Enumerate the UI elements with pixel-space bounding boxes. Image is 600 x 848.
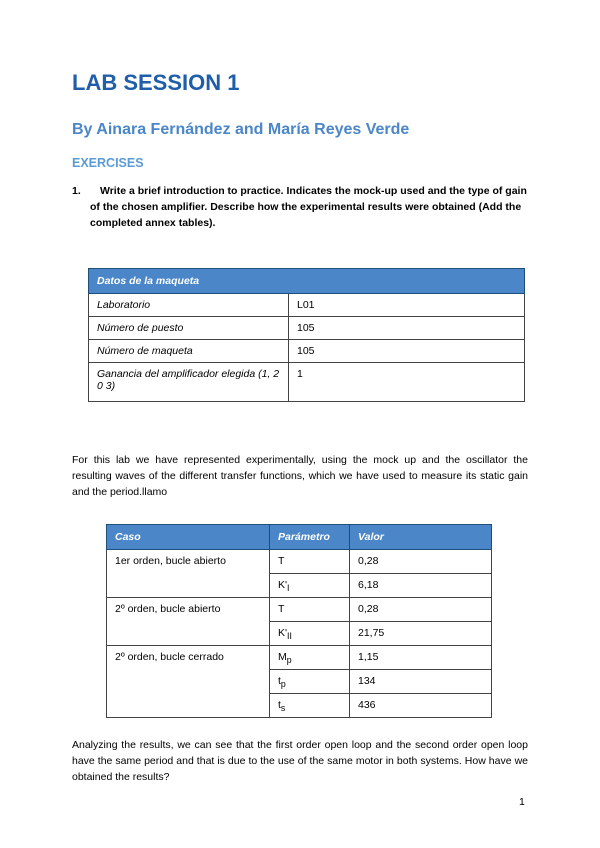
row-label: Número de maqueta [89,340,289,363]
row-value: 1 [289,363,525,402]
param-symbol: K' [278,627,288,639]
caso-cell: 2º orden, bucle abierto [107,598,270,646]
table-row [89,294,525,317]
param-subscript: p [286,655,292,666]
param-cell [270,646,350,670]
value-cell: 21,75 [350,622,492,646]
exercise-text: Write a brief introduction to practice. Indicates the mock-up used and the type of gain of the chosen amplifier. Describe how the experimental results were obtained (Add the completed annex tables). [90,185,527,229]
caso-cell: 1er orden, bucle abierto [107,550,270,598]
param-symbol: K' [278,579,288,591]
table-row [107,598,492,622]
param-cell [270,622,350,646]
param-symbol: t [278,699,281,711]
caso-cell: 2º orden, bucle cerrado [107,646,270,718]
param-cell [270,598,350,622]
param-symbol: T [278,603,285,615]
param-cell [270,670,350,694]
param-subscript: I [287,583,290,594]
table-row [107,550,492,574]
param-symbol: M [278,651,287,663]
paragraph-analysis: Analyzing the results, we can see that the first order open loop and the second order open loop have the same period and that is due to the use of the same motor in both systems. How have we obtained the results? [72,738,528,783]
param-cell [270,574,350,598]
header-parametro: Parámetro [270,525,350,550]
table-row [89,340,525,363]
row-value: 105 [289,317,525,340]
maqueta-table-header-row [89,269,525,294]
value-cell: 436 [350,694,492,718]
table-row [107,646,492,670]
value-cell: 134 [350,670,492,694]
param-subscript: s [280,703,286,714]
row-label: Número de puesto [89,317,289,340]
exercise-number: 1. [72,185,81,197]
row-label: Ganancia del amplificador elegida (1, 2 0 3) [89,363,289,402]
section-heading: EXERCISES [72,156,144,170]
param-subscript: II [287,631,292,642]
maqueta-table-header: Datos de la maqueta [89,269,525,294]
table-row [89,317,525,340]
table-row [89,363,525,402]
row-value: L01 [289,294,525,317]
value-cell: 6,18 [350,574,492,598]
value-cell: 1,15 [350,646,492,670]
header-valor: Valor [350,525,492,550]
page-number: 1 [519,796,525,808]
param-cell [270,550,350,574]
exercise-item [72,183,532,231]
row-value: 105 [289,340,525,363]
value-cell: 0,28 [350,550,492,574]
authors-subtitle: By Ainara Fernández and María Reyes Verde [72,121,410,138]
results-table [106,524,492,718]
param-cell [270,694,350,718]
paragraph-intro: For this lab we have represented experimentally, using the mock up and the oscillator the resulting waves of the different transfer functions, which we have used to measure its static gain and the period.llamo [72,453,528,498]
row-label: Laboratorio [89,294,289,317]
maqueta-table [88,268,525,402]
results-table-header-row [107,525,492,550]
page-title: LAB SESSION 1 [72,70,240,95]
param-symbol: T [278,555,285,567]
header-caso: Caso [107,525,270,550]
param-symbol: t [278,675,281,687]
value-cell: 0,28 [350,598,492,622]
param-subscript: p [280,679,286,690]
